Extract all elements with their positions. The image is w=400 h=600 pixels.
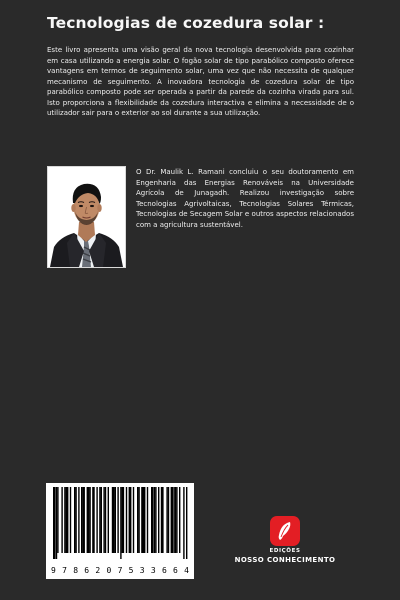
barcode-digit: 3: [150, 566, 156, 575]
barcode-bar: [61, 487, 62, 553]
barcode-bar: [171, 487, 174, 553]
barcode-digit: 2: [95, 566, 101, 575]
author-portrait-image: [48, 167, 125, 267]
barcode-bar: [105, 487, 106, 553]
publisher-name-line2: NOSSO CONHECIMENTO: [234, 555, 336, 564]
book-description: [47, 45, 354, 119]
barcode-bar: [78, 487, 79, 553]
barcode-digit: 6: [84, 566, 90, 575]
quill-icon: [270, 516, 300, 546]
barcode-digit: 8: [73, 566, 79, 575]
barcode-digit: 6: [161, 566, 167, 575]
barcode-bar: [143, 487, 144, 553]
barcode-bar: [129, 487, 130, 553]
barcode-bar: [92, 487, 95, 553]
author-photo: [47, 166, 126, 268]
barcode-digit: 5: [128, 566, 134, 575]
barcode-bar: [66, 487, 67, 553]
barcode-bar: [53, 487, 56, 559]
barcode-bar: [57, 487, 58, 553]
barcode-bar: [87, 487, 88, 553]
barcode-bar: [173, 487, 174, 553]
publisher-name-line1: EDIÇÕES: [269, 548, 301, 554]
barcode-bar: [151, 487, 154, 553]
barcode-bar: [89, 487, 90, 553]
barcode-bar: [113, 487, 114, 553]
barcode-bar: [176, 487, 177, 553]
barcode-bar: [67, 487, 68, 553]
book-description-text: Este livro apresenta uma visão geral da nova tecnologia desenvolvida para cozinhar em casa utilizando a energia solar. O fogão solar de tipo parabólico composto oferece vantagens em termos de seguimento solar, uma vez que não necessita de qualquer mecanismo de seguimento. A inovadora tecnologia de cozedura solar de tipo parabólico composto pode ser operada a partir da parede da cozinha virada para sul. Isto proporciona a flexibilidade da cozedura interactiva e elimina a necessidade de o utilizador sair para o exterior ao sol durante a sua utilização.: [47, 46, 354, 117]
barcode-bar: [175, 487, 176, 553]
barcode-bars: [51, 487, 189, 563]
book-title: Tecnologias de cozedura solar :: [47, 14, 325, 32]
barcode-digit: 4: [184, 566, 189, 575]
barcode-bar: [99, 487, 100, 553]
barcode-bar: [74, 487, 75, 553]
barcode-digit: 9: [51, 566, 56, 575]
barcode-bar: [186, 487, 187, 559]
barcode-bar: [120, 487, 121, 559]
barcode-bar: [147, 487, 148, 553]
barcode-bar: [117, 487, 118, 553]
barcode-bar: [137, 487, 138, 553]
barcode-bar: [70, 487, 71, 553]
barcode-bar: [88, 487, 89, 553]
barcode-bar: [56, 487, 57, 559]
barcode-number: [51, 567, 189, 575]
barcode-digit: 3: [139, 566, 145, 575]
barcode-bar: [126, 487, 127, 553]
barcode-bar: [75, 487, 76, 553]
barcode-digit: 6: [173, 566, 178, 575]
barcode-bar: [166, 487, 167, 553]
barcode-bar: [122, 487, 125, 553]
barcode-bar: [138, 487, 139, 553]
author-bio: O Dr. Maulik L. Ramani concluiu o seu doutoramento em Engenharia das Energias Renováveis na Universidade Agrícola de Junagadh. Realizou investigação sobre Tecnologias Agrivoltaicas, Tecnologias Solares Térmicas, Tecnologias de Secagem Solar e outros aspectos relacionados com a agricultura sustentável.: [136, 168, 354, 229]
barcode-bar: [101, 487, 102, 553]
isbn-barcode: [46, 483, 194, 579]
barcode-digit: 7: [117, 566, 123, 575]
barcode-bar: [103, 487, 104, 553]
barcode-bar: [96, 487, 97, 553]
barcode-bar: [133, 487, 134, 553]
barcode-bar: [183, 487, 184, 559]
barcode-bar: [179, 487, 180, 553]
barcode-bar: [162, 487, 163, 553]
barcode-bar: [130, 487, 131, 553]
barcode-bar: [155, 487, 156, 553]
barcode-bar: [115, 487, 116, 553]
barcode-bar: [108, 487, 109, 553]
barcode-bar: [82, 487, 85, 553]
barcode-bar: [144, 487, 145, 553]
barcode-digit: 0: [106, 566, 112, 575]
barcode-bar: [64, 487, 65, 553]
publisher-logo-block: [232, 516, 338, 574]
barcode-bar: [158, 487, 159, 553]
barcode-bar: [81, 487, 82, 553]
barcode-bar: [154, 487, 155, 553]
barcode-digit: 7: [62, 566, 67, 575]
barcode-bar: [168, 487, 169, 553]
